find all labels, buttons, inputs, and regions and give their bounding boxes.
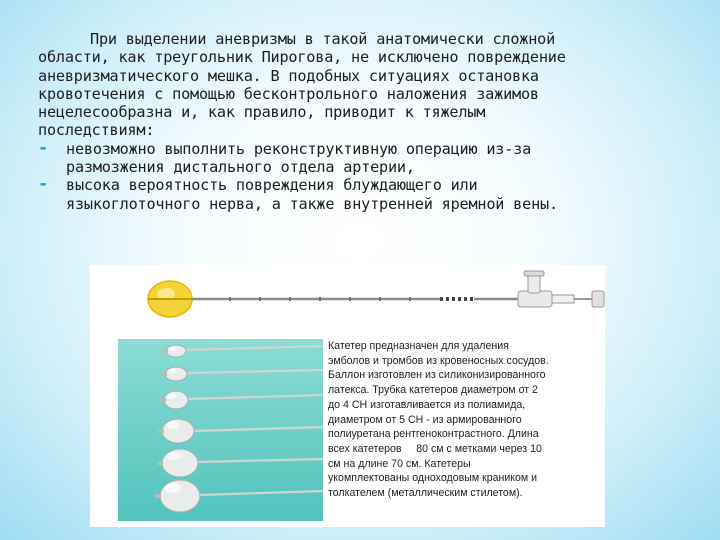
- caption-line: эмболов и тромбов из кровеносных сосудов.: [328, 354, 549, 367]
- paragraph-line: кровотечения с помощью бесконтрольного наложения зажимов: [38, 84, 539, 103]
- caption-line: см на длине 70 см. Катетеры: [328, 457, 471, 470]
- caption-line: латекса. Трубка катетеров диаметром от 2: [328, 384, 538, 397]
- bullet-line: размозжения дистального отдела артерии,: [66, 158, 415, 177]
- caption-line: укомплектованы одноходовым краником и: [328, 472, 538, 485]
- paragraph-line: При выделении аневризмы в такой анатомически сложной: [90, 30, 556, 48]
- intro-paragraph: [38, 30, 688, 140]
- caption-line: Катетер предназначен для удаления: [328, 340, 509, 352]
- slide-text: [38, 30, 688, 213]
- bullet-line: невозможно выполнить реконструктивную операцию из-за: [66, 139, 532, 158]
- bullet-dash: -: [38, 174, 49, 195]
- paragraph-line: аневризматического мешка. В подобных ситуациях остановка: [38, 66, 539, 85]
- caption-line: полиуретана рентгеноконтрастного. Длина: [328, 428, 539, 441]
- bullet-line: языкоглоточного нерва, а также внутренней яремной вены.: [66, 194, 558, 213]
- caption-line: до 4 СН изготавливается из полиамида,: [328, 398, 526, 411]
- caption-line: всех катетеров 80 см с метками через 10: [328, 442, 542, 455]
- caption-line: Баллон изготовлен из силиконизированного: [328, 369, 546, 382]
- caption-line: диаметром от 5 СН - из армированного: [328, 413, 522, 426]
- bullet-item-1: [38, 137, 688, 177]
- figure-caption: [328, 339, 600, 501]
- paragraph-line: последствиям:: [38, 121, 155, 140]
- paragraph-line: нецелесообразна и, как правило, приводит к тяжелым: [38, 103, 486, 122]
- paragraph-line: области, как треугольник Пирогова, не исключено повреждение: [38, 48, 566, 67]
- bullet-line: высока вероятность повреждения блуждающего или: [66, 176, 478, 195]
- balloon-catheters-image: [118, 339, 323, 521]
- bullet-dash: -: [38, 137, 49, 158]
- caption-line: толкателем (металлическим стилетом).: [328, 487, 523, 500]
- catheter-with-stopcock-image: [140, 269, 610, 331]
- catheter-figure: [90, 265, 605, 527]
- bullet-item-2: [38, 176, 688, 213]
